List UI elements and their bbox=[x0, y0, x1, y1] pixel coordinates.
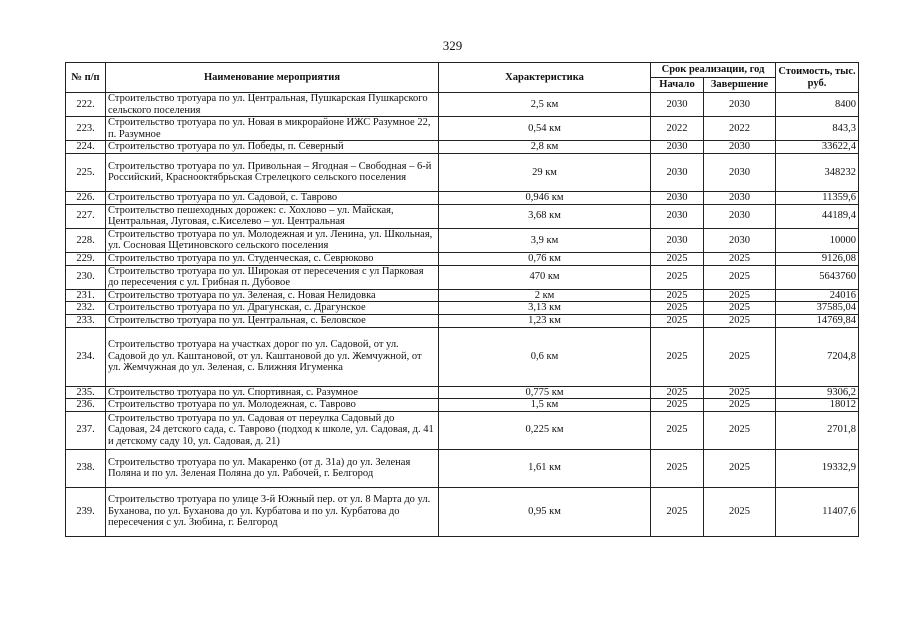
table-row bbox=[66, 302, 859, 315]
row-start: 2025 bbox=[651, 302, 704, 315]
row-cost: 14769,84 bbox=[776, 314, 859, 327]
row-end: 2025 bbox=[704, 314, 776, 327]
row-end: 2030 bbox=[704, 228, 776, 252]
row-characteristic: 0,76 км bbox=[439, 252, 651, 265]
header-name: Наименование мероприятия bbox=[106, 63, 439, 93]
row-characteristic: 0,775 км bbox=[439, 386, 651, 399]
row-num: 228. bbox=[66, 228, 106, 252]
row-start: 2025 bbox=[651, 252, 704, 265]
header-start: Начало bbox=[651, 78, 704, 93]
row-num: 223. bbox=[66, 117, 106, 141]
row-name: Строительство тротуара по улице 3-й Южный пер. от ул. 8 Марта до ул. Буханова, по ул. Буханова до ул. Курбатова и по ул. Курбатова до пересечения с ул. Зюбина, г. Белгород bbox=[106, 487, 439, 536]
row-start: 2030 bbox=[651, 153, 704, 191]
row-start: 2022 bbox=[651, 117, 704, 141]
row-characteristic: 3,13 км bbox=[439, 302, 651, 315]
row-start: 2025 bbox=[651, 449, 704, 487]
header-num: № п/п bbox=[66, 63, 106, 93]
row-end: 2025 bbox=[704, 386, 776, 399]
row-characteristic: 29 км bbox=[439, 153, 651, 191]
row-name: Строительство тротуара по ул. Молодежная и ул. Ленина, ул. Школьная, ул. Сосновая Щетиновского сельского поселения bbox=[106, 228, 439, 252]
row-cost: 18012 bbox=[776, 399, 859, 412]
row-name: Строительство тротуара на участках дорог по ул. Садовой, от ул. Садовой до ул. Каштановой, от ул. Каштановой до ул. Жемчужной, от ул. Жемчужная до ул. Зеленая, с. Ближняя Игуменка bbox=[106, 327, 439, 386]
row-end: 2025 bbox=[704, 399, 776, 412]
row-name: Строительство пешеходных дорожек: с. Хохлово – ул. Майская, Центральная, Луговая, с.Киселево – ул. Центральная bbox=[106, 204, 439, 228]
row-num: 232. bbox=[66, 302, 106, 315]
row-cost: 7204,8 bbox=[776, 327, 859, 386]
row-end: 2025 bbox=[704, 327, 776, 386]
row-characteristic: 0,225 км bbox=[439, 411, 651, 449]
row-end: 2025 bbox=[704, 487, 776, 536]
table-row bbox=[66, 314, 859, 327]
row-cost: 2701,8 bbox=[776, 411, 859, 449]
row-cost: 10000 bbox=[776, 228, 859, 252]
row-name: Строительство тротуара по ул. Садовой, с. Таврово bbox=[106, 191, 439, 204]
row-end: 2030 bbox=[704, 204, 776, 228]
row-cost: 44189,4 bbox=[776, 204, 859, 228]
table-row bbox=[66, 153, 859, 191]
row-characteristic: 2 км bbox=[439, 289, 651, 302]
row-start: 2030 bbox=[651, 204, 704, 228]
header-end: Завершение bbox=[704, 78, 776, 93]
row-characteristic: 0,54 км bbox=[439, 117, 651, 141]
row-characteristic: 1,23 км bbox=[439, 314, 651, 327]
row-end: 2025 bbox=[704, 411, 776, 449]
row-end: 2025 bbox=[704, 449, 776, 487]
row-start: 2025 bbox=[651, 411, 704, 449]
row-num: 229. bbox=[66, 252, 106, 265]
row-name: Строительство тротуара по ул. Зеленая, с. Новая Нелидовка bbox=[106, 289, 439, 302]
row-characteristic: 470 км bbox=[439, 265, 651, 289]
row-num: 230. bbox=[66, 265, 106, 289]
row-name: Строительство тротуара по ул. Победы, п. Северный bbox=[106, 141, 439, 154]
table-row bbox=[66, 252, 859, 265]
row-cost: 5643760 bbox=[776, 265, 859, 289]
table-row bbox=[66, 289, 859, 302]
row-num: 236. bbox=[66, 399, 106, 412]
row-start: 2025 bbox=[651, 327, 704, 386]
row-characteristic: 2,8 км bbox=[439, 141, 651, 154]
row-cost: 11359,6 bbox=[776, 191, 859, 204]
table-row bbox=[66, 93, 859, 117]
row-start: 2025 bbox=[651, 399, 704, 412]
row-end: 2025 bbox=[704, 302, 776, 315]
row-start: 2030 bbox=[651, 141, 704, 154]
page-number: 329 bbox=[442, 38, 463, 53]
row-name: Строительство тротуара по ул. Центральная, с. Беловское bbox=[106, 314, 439, 327]
row-name: Строительство тротуара по ул. Новая в микрорайоне ИЖС Разумное 22, п. Разумное bbox=[106, 117, 439, 141]
row-num: 224. bbox=[66, 141, 106, 154]
header-period: Срок реализации, год bbox=[651, 63, 776, 78]
row-characteristic: 1,5 км bbox=[439, 399, 651, 412]
row-cost: 37585,04 bbox=[776, 302, 859, 315]
row-num: 227. bbox=[66, 204, 106, 228]
table-row bbox=[66, 204, 859, 228]
row-start: 2025 bbox=[651, 314, 704, 327]
row-name: Строительство тротуара по ул. Макаренко (от д. 31а) до ул. Зеленая Поляна и по ул. Зеленая Поляна до ул. Рабочей, г. Белгород bbox=[106, 449, 439, 487]
row-name: Строительство тротуара по ул. Широкая от пересечения с ул Парковая до пересечения с ул. Грибная п. Дубовое bbox=[106, 265, 439, 289]
row-characteristic: 3,9 км bbox=[439, 228, 651, 252]
row-num: 235. bbox=[66, 386, 106, 399]
row-num: 237. bbox=[66, 411, 106, 449]
row-characteristic: 0,6 км bbox=[439, 327, 651, 386]
row-end: 2030 bbox=[704, 93, 776, 117]
table-row bbox=[66, 386, 859, 399]
header-cost: Стоимость, тыс. руб. bbox=[776, 63, 859, 93]
projects-table bbox=[65, 62, 859, 537]
row-cost: 843,3 bbox=[776, 117, 859, 141]
table-row bbox=[66, 141, 859, 154]
row-start: 2030 bbox=[651, 191, 704, 204]
row-start: 2030 bbox=[651, 93, 704, 117]
row-name: Строительство тротуара по ул. Центральная, Пушкарская Пушкарского сельского поселения bbox=[106, 93, 439, 117]
row-start: 2025 bbox=[651, 289, 704, 302]
row-characteristic: 0,95 км bbox=[439, 487, 651, 536]
table-row bbox=[66, 117, 859, 141]
row-end: 2030 bbox=[704, 141, 776, 154]
row-name: Строительство тротуара по ул. Драгунская, с. Драгунское bbox=[106, 302, 439, 315]
row-cost: 8400 bbox=[776, 93, 859, 117]
row-num: 234. bbox=[66, 327, 106, 386]
row-cost: 348232 bbox=[776, 153, 859, 191]
row-characteristic: 2,5 км bbox=[439, 93, 651, 117]
row-end: 2025 bbox=[704, 252, 776, 265]
row-characteristic: 3,68 км bbox=[439, 204, 651, 228]
row-start: 2030 bbox=[651, 228, 704, 252]
row-characteristic: 1,61 км bbox=[439, 449, 651, 487]
row-end: 2030 bbox=[704, 191, 776, 204]
row-num: 222. bbox=[66, 93, 106, 117]
table-row bbox=[66, 399, 859, 412]
row-name: Строительство тротуара по ул. Молодежная, с. Таврово bbox=[106, 399, 439, 412]
row-cost: 24016 bbox=[776, 289, 859, 302]
table-row bbox=[66, 191, 859, 204]
row-name: Строительство тротуара по ул. Спортивная, с. Разумное bbox=[106, 386, 439, 399]
row-num: 226. bbox=[66, 191, 106, 204]
row-num: 225. bbox=[66, 153, 106, 191]
row-name: Строительство тротуара по ул. Садовая от переулка Садовый до Садовая, 24 детского сада, с. Таврово (подход к школе, ул. Садовая, д. 41 и детскому саду 10, ул. Садовая, д. 21) bbox=[106, 411, 439, 449]
row-end: 2030 bbox=[704, 153, 776, 191]
row-end: 2025 bbox=[704, 289, 776, 302]
row-start: 2025 bbox=[651, 487, 704, 536]
table-row bbox=[66, 228, 859, 252]
table-row bbox=[66, 487, 859, 536]
row-num: 239. bbox=[66, 487, 106, 536]
row-num: 238. bbox=[66, 449, 106, 487]
table-row bbox=[66, 411, 859, 449]
row-num: 231. bbox=[66, 289, 106, 302]
row-num: 233. bbox=[66, 314, 106, 327]
row-name: Строительство тротуара по ул. Студенческая, с. Севрюково bbox=[106, 252, 439, 265]
row-cost: 9306,2 bbox=[776, 386, 859, 399]
row-cost: 11407,6 bbox=[776, 487, 859, 536]
row-cost: 33622,4 bbox=[776, 141, 859, 154]
row-start: 2025 bbox=[651, 386, 704, 399]
row-cost: 9126,08 bbox=[776, 252, 859, 265]
row-cost: 19332,9 bbox=[776, 449, 859, 487]
row-start: 2025 bbox=[651, 265, 704, 289]
header-row bbox=[66, 63, 859, 78]
row-end: 2025 bbox=[704, 265, 776, 289]
header-characteristic: Характеристика bbox=[439, 63, 651, 93]
row-name: Строительство тротуара по ул. Привольная – Ягодная – Свободная – 6-й Российский, Краснооктябрьская Стрелецкого сельского поселения bbox=[106, 153, 439, 191]
table-row bbox=[66, 449, 859, 487]
table-row bbox=[66, 265, 859, 289]
table-row bbox=[66, 327, 859, 386]
row-end: 2022 bbox=[704, 117, 776, 141]
row-characteristic: 0,946 км bbox=[439, 191, 651, 204]
